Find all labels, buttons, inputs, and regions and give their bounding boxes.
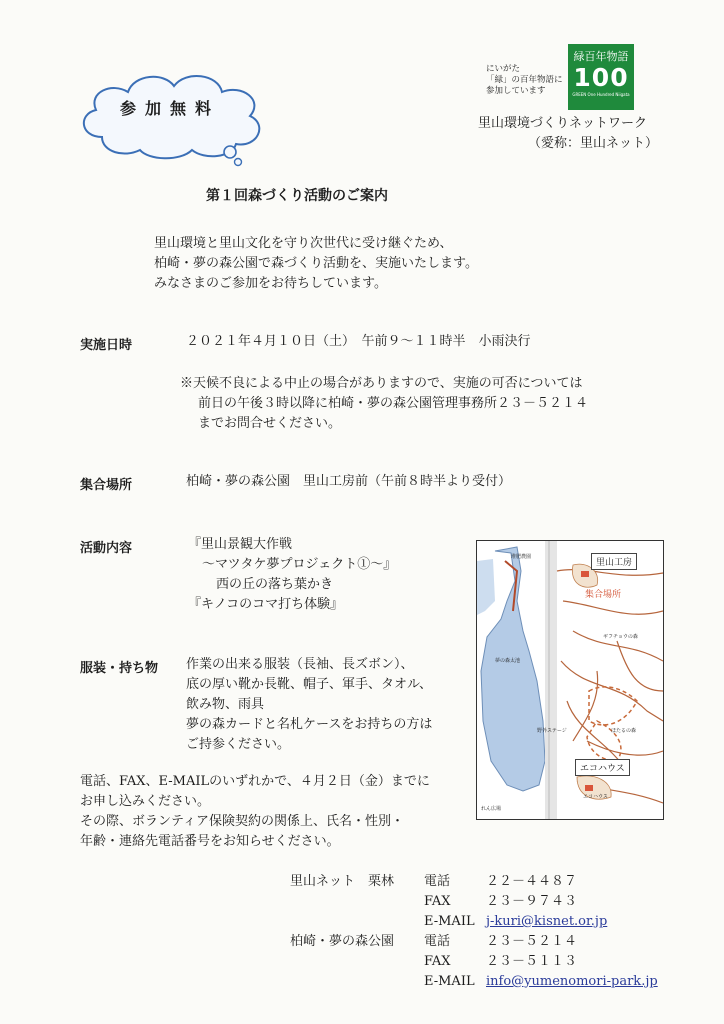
contact-tel-label: 電話 xyxy=(424,874,451,889)
contact-fax-label: FAX xyxy=(424,894,451,909)
map-small-label: 野外ステージ xyxy=(537,728,567,734)
contact-email-link[interactable]: info@yumenomori-park.jp xyxy=(486,974,658,989)
map-label-ecohouse: エコハウス xyxy=(575,759,630,776)
contact-block-satoyama: 里山ネット 栗林 xyxy=(290,874,395,889)
clothing-list: 作業の出来る服装（長袖、長ズボン）、 底の厚い靴か長靴、帽子、軍手、タオル、 飲み物、雨具 夢の森カードと名札ケースをお持ちの方は ご持参ください。 xyxy=(186,657,433,752)
map-small-label: 堆肥農園 xyxy=(511,554,532,560)
activity-list: 『里山景観大作戦 ～マツタケ夢プロジェクト①～』 西の丘の落ち葉かき 『キノコのコマ打ち体験』 xyxy=(188,537,397,612)
park-map xyxy=(476,540,664,820)
free-participation-label: 参加無料 xyxy=(120,99,221,118)
contact-fax: ２３－５１１３ xyxy=(486,954,578,969)
organization-name: 里山環境づくりネットワーク xyxy=(478,116,648,131)
date-note: ※天候不良による中止の場合がありますので、実施の可否については 前日の午後３時以降に柏崎・夢の森公園管理事務所２３－５２１４ までお問合せください。 xyxy=(180,376,589,431)
map-small-label: 夢の森太池 xyxy=(495,658,521,664)
date-value: ２０２１年４月１０日（土） 午前９～１１時半 小雨決行 xyxy=(186,334,531,349)
contact-tel: ２２－４４８７ xyxy=(486,874,578,889)
green-100-logo: 緑百年物語 100 GREEN One Hundred Niigata xyxy=(568,44,634,110)
date-label: 実施日時 xyxy=(80,338,133,353)
badge-side-text: にいがた 「緑」の百年物語に 参加しています xyxy=(486,64,563,96)
map-label-workshop: 里山工房 xyxy=(591,553,637,570)
map-small-label: エコハウス xyxy=(583,794,608,800)
place-value: 柏崎・夢の森公園 里山工房前（午前８時半より受付） xyxy=(186,474,512,489)
map-small-label: れん広場 xyxy=(481,806,502,812)
contact-mail-label: E-MAIL xyxy=(424,974,475,989)
clothing-label: 服装・持ち物 xyxy=(80,661,159,676)
intro-paragraph: 里山環境と里山文化を守り次世代に受け継ぐため、 柏崎・夢の森公園で森づくり活動を、実施いたします。 みなさまのご参加をお待ちしています。 xyxy=(154,236,478,291)
contact-block-park: 柏崎・夢の森公園 xyxy=(290,934,395,949)
activity-label: 活動内容 xyxy=(80,541,133,556)
map-small-label: ギフチョウの森 xyxy=(603,634,638,640)
map-small-label: ほたるの森 xyxy=(611,728,637,734)
contact-fax-label: FAX xyxy=(424,954,451,969)
contact-tel: ２３－５２１４ xyxy=(486,934,578,949)
map-drawing xyxy=(477,541,663,819)
contact-fax: ２３－９７４３ xyxy=(486,894,578,909)
contact-tel-label: 電話 xyxy=(424,934,451,949)
map-label-meeting: 集合場所 xyxy=(585,590,622,600)
contact-email-link[interactable]: j-kuri@kisnet.or.jp xyxy=(486,914,608,929)
page-title: 第１回森づくり活動のご案内 xyxy=(206,188,388,204)
application-paragraph: 電話、FAX、E-MAILのいずれかで、４月２日（金）までに お申し込みください。 その際、ボランティア保険契約の関係上、氏名・性別・ 年齢・連絡先電話番号をお知らせください。 xyxy=(80,774,430,849)
place-label: 集合場所 xyxy=(80,478,133,493)
organization-nickname: （愛称：里山ネット） xyxy=(528,136,659,151)
contact-mail-label: E-MAIL xyxy=(424,914,475,929)
